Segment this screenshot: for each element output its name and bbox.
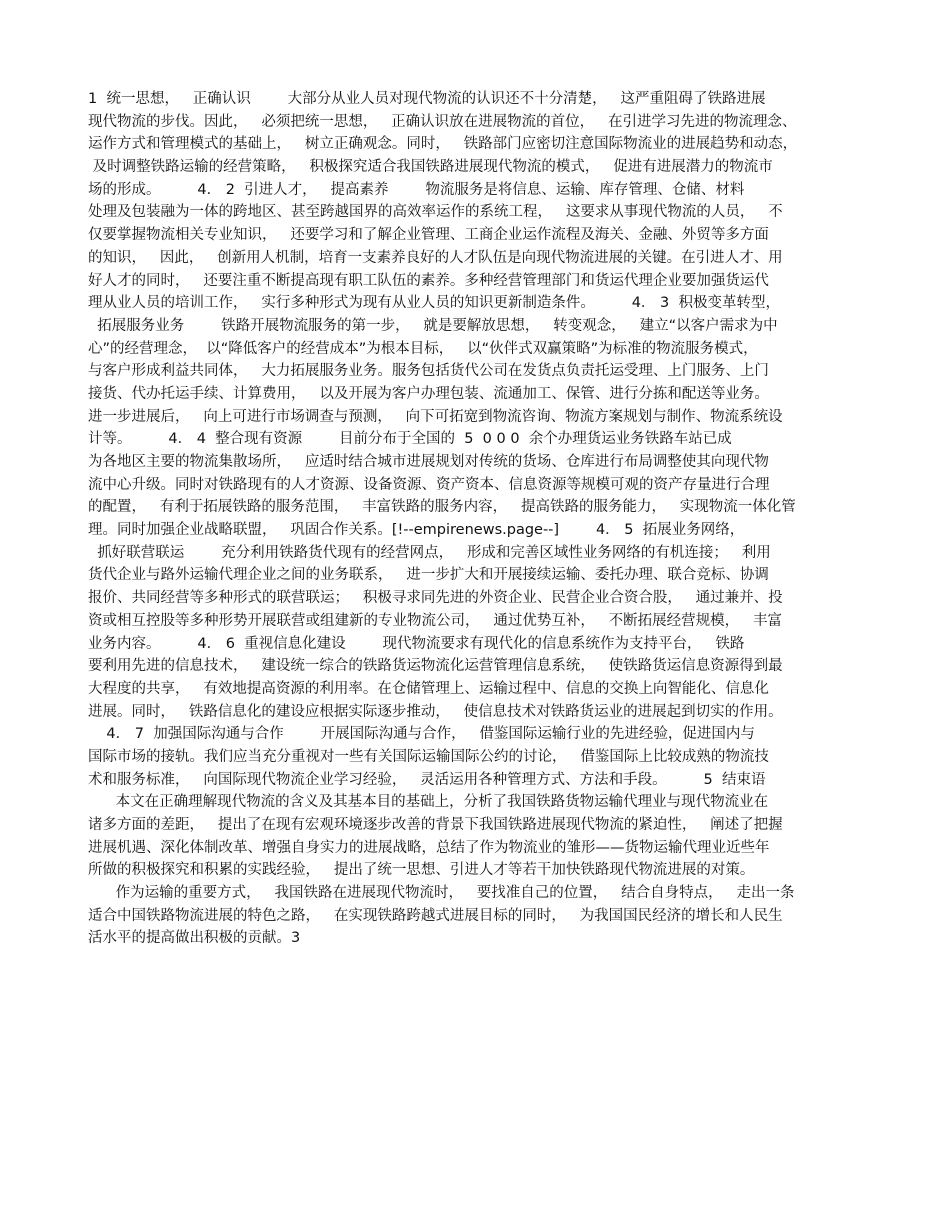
text-line: 4． 7 加强国际沟通与合作 开展国际沟通与合作， 借鉴国际运输行业的先进经验，促进国内与 xyxy=(88,726,755,743)
text-line: 为各地区主要的物流集散场所， 应适时结合城市进展规划对传统的货场、仓库进行布局调整使其向现代物 xyxy=(88,454,769,470)
text-line: 好人才的同时， 还要注重不断提高现有职工队伍的素养。多种经营管理部门和货运代理企业要加强货运代 xyxy=(88,272,769,289)
text-line: 所做的积极探究和积累的实践经验， 提出了统一思想、引进人才等若干加快铁路现代物流进展的对策。 xyxy=(88,862,755,879)
text-line: 1 统一思想， 正确认识 大部分从业人员对现代物流的认识还不十分清楚， 这严重阻碍了铁路进展 xyxy=(88,91,766,107)
text-line: 及时调整铁路运输的经营策略， 积极探究适合我国铁路进展现代物流的模式， 促进有进展潜力的物流市 xyxy=(88,159,773,176)
text-line: 拓展服务业务 铁路开展物流服务的第一步， 就是要解放思想， 转变观念， 建立“以客户需求为中 xyxy=(88,317,778,334)
text-line: 作为运输的重要方式， 我国铁路在进展现代物流时， 要找准自己的位置， 结合自身特点， 走出一条 xyxy=(88,885,795,902)
text-line: 现代物流的步伐。因此， 必须把统一思想， 正确认识放在进展物流的首位， 在引进学习先进的物流理念、 xyxy=(88,113,797,130)
text-line: 进一步进展后， 向上可进行市场调查与预测， 向下可拓宽到物流咨询、物流方案规划与制作、物流系统设 xyxy=(88,408,783,425)
text-line: 大程度的共享， 有效地提高资源的利用率。在仓储管理上、运输过程中、信息的交换上向智能化、信息化 xyxy=(88,680,769,697)
document-body xyxy=(88,88,863,950)
text-line: 运作方式和管理模式的基础上， 树立正确观念。同时， 铁路部门应密切注意国际物流业的进展趋势和动态， xyxy=(88,136,798,153)
text-line: 的知识， 因此， 创新用人机制，培育一支素养良好的人才队伍是向现代物流进展的关键。在引进人才、用 xyxy=(88,249,783,266)
text-line: 适合中国铁路物流进展的特色之路， 在实现铁路跨越式进展目标的同时， 为我国国民经济的增长和人民生 xyxy=(88,907,783,924)
text-line: 要利用先进的信息技术， 建设统一综合的铁路货运物流化运营管理信息系统， 使铁路货运信息资源得到最 xyxy=(88,658,783,675)
text-line: 本文在正确理解现代物流的含义及其基本目的基础上，分析了我国铁路货物运输代理业与现代物流业在 xyxy=(88,794,769,811)
text-line: 国际市场的接轨。我们应当充分重视对一些有关国际运输国际公约的讨论， 借鉴国际上比较成熟的物流技 xyxy=(88,748,769,765)
text-line: 接货、代办托运手续、计算费用， 以及开展为客户办理包装、流通加工、保管、进行分拣和配送等业务。 xyxy=(88,385,769,402)
text-line: 理。同时加强企业战略联盟， 巩固合作关系。[!--empirenews.page--] 4． 5 拓展业务网络， xyxy=(88,522,745,539)
text-line: 报价、共同经营等多种形式的联营联运； 积极寻求同先进的外资企业、民营企业合资合股， 通过兼并、投 xyxy=(88,590,783,607)
text-line: 计等。 4． 4 整合现有资源 目前分布于全国的 5 0 0 0 余个办理货运业务铁路车站已成 xyxy=(88,431,732,448)
text-line: 与客户形成利益共同体， 大力拓展服务业务。服务包括货代公司在发货点负责托运受理、上门服务、上门 xyxy=(88,363,769,380)
text-line: 术和服务标准， 向国际现代物流企业学习经验， 灵活运用各种管理方式、方法和手段。 5 结束语 xyxy=(88,771,766,788)
text-line: 处理及包装融为一体的跨地区、甚至跨越国界的高效率运作的系统工程， 这要求从事现代物流的人员， 不 xyxy=(88,204,783,221)
text-line: 心”的经营理念， 以“降低客户的经营成本”为根本目标， 以“伙伴式双赢策略”为标准的物流服务模式， xyxy=(88,340,758,357)
text-line: 理从业人员的培训工作， 实行多种形式为现有从业人员的知识更新制造条件。 4． 3 积极变革转型， xyxy=(88,295,780,312)
text-line: 货代企业与路外运输代理企业之间的业务联系， 进一步扩大和开展接续运输、委托办理、联合竞标、协调 xyxy=(88,567,769,584)
text-line: 活水平的提高做出积极的贡献。3 xyxy=(88,930,301,947)
text-line: 场的形成。 4． 2 引进人才， 提高素养 物流服务是将信息、运输、库存管理、仓储、材料 xyxy=(88,181,745,198)
text-line: 业务内容。 4． 6 重视信息化建设 现代物流要求有现代化的信息系统作为支持平台， 铁路 xyxy=(88,635,745,652)
text-line: 流中心升级。同时对铁路现有的人才资源、设备资源、资产资本、信息资源等规模可观的资产存量进行合理 xyxy=(88,476,770,493)
text-line: 的配置， 有利于拓展铁路的服务范围， 丰富铁路的服务内容， 提高铁路的服务能力， 实现物流一体化管 xyxy=(88,499,796,516)
text-line: 诸多方面的差距， 提出了在现有宏观环境逐步改善的背景下我国铁路进展现代物流的紧迫性， 阐述了把握 xyxy=(88,817,783,833)
text-line: 仅要掌握物流相关专业知识， 还要学习和了解企业管理、工商企业运作流程及海关、金融、外贸等多方面 xyxy=(88,227,769,244)
text-line: 抓好联营联运 充分利用铁路货代现有的经营网点， 形成和完善区域性业务网络的有机连接； 利用 xyxy=(88,544,771,561)
text-line: 资或相互控股等多种形势开展联营或组建新的专业物流公司， 通过优势互补， 不断拓展经营规模， 丰富 xyxy=(88,612,782,629)
text-line: 进展机遇、深化体制改革、增强自身实力的进展战略，总结了作为物流业的雏形——货物运输代理业近些年 xyxy=(88,839,770,856)
text-line: 进展。同时， 铁路信息化的建设应根据实际逐步推动， 使信息技术对铁路货运业的进展起到切实的作用。 xyxy=(88,703,783,720)
